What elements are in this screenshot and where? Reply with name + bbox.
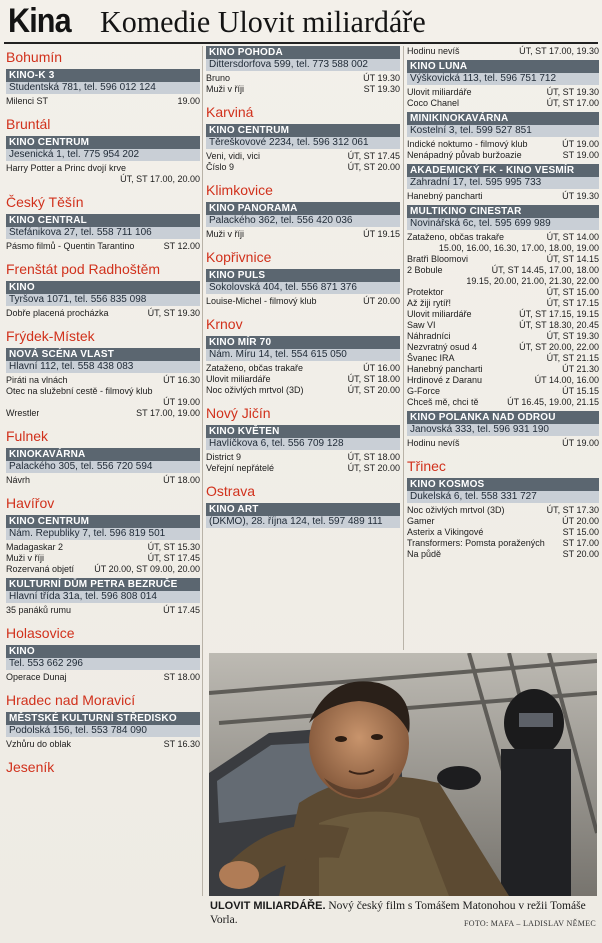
- cinema-block: [407, 205, 599, 408]
- cinema-address: Podolská 156, tel. 553 784 090: [6, 725, 200, 737]
- cinema-address: Tel. 553 662 296: [6, 658, 200, 670]
- cinema-address: (DKMO), 28. října 124, tel. 597 489 111: [206, 516, 400, 528]
- cinema-block: [6, 578, 200, 616]
- film-title: Chceš mě, chci tě: [407, 397, 479, 407]
- film-title: Muži v říji: [206, 84, 244, 94]
- film-listing: [407, 353, 599, 364]
- cinema-block: [407, 60, 599, 109]
- film-listing: [6, 174, 200, 185]
- film-title: Louise-Michel - filmový klub: [206, 296, 317, 306]
- cinema-name: KULTURNÍ DŮM PETRA BEZRUČE: [6, 578, 200, 591]
- film-title: Hanebný pancharti: [407, 191, 483, 201]
- film-title: Veni, vidi, vici: [206, 151, 261, 161]
- cinema-name: KINOKAVÁRNA: [6, 448, 200, 461]
- header-rule: [4, 42, 598, 44]
- film-listing: [407, 375, 599, 386]
- cinema-block: [6, 281, 200, 319]
- showtime: ÚT, ST 17.15: [546, 298, 599, 308]
- showtime: ST 18.00: [163, 672, 200, 682]
- film-title: Indické noktumo - filmový klub: [407, 139, 528, 149]
- cinema-address: Hlavní třída 31a, tel. 596 808 014: [6, 591, 200, 603]
- film-listing: [407, 438, 599, 449]
- showtime: ST 16.30: [163, 739, 200, 749]
- listings-column-1: [6, 46, 200, 779]
- cinema-address: Těreškovové 2234, tel. 596 312 061: [206, 137, 400, 149]
- film-listing: [206, 296, 400, 307]
- listings-column-3: [407, 46, 599, 563]
- showtime: ÚT, ST 20.00: [347, 463, 400, 473]
- film-listing: [206, 452, 400, 463]
- film-title: Noc oživlých mrtvol (3D): [206, 385, 304, 395]
- city-heading: Ostrava: [206, 483, 256, 499]
- film-title: Saw VI: [407, 320, 436, 330]
- showtime: ÚT 15.15: [562, 386, 599, 396]
- cinema-block: [6, 69, 200, 107]
- film-title: Protektor: [407, 287, 444, 297]
- cinema-address: Jesenická 1, tel. 775 954 202: [6, 149, 200, 161]
- showtime: ST 20.00: [562, 549, 599, 559]
- film-listing: [6, 308, 200, 319]
- film-listing: [206, 229, 400, 240]
- cinema-address: Havlíčkova 6, tel. 556 709 128: [206, 438, 400, 450]
- city-heading: Třinec: [407, 458, 446, 474]
- film-title: 35 panáků rumu: [6, 605, 72, 615]
- film-listing: [6, 739, 200, 750]
- cinema-name: AKADEMICKÝ FK - KINO VESMÍR: [407, 164, 599, 177]
- film-listing: [407, 254, 599, 265]
- film-listing: [407, 538, 599, 549]
- film-title: Gamer: [407, 516, 435, 526]
- column-divider: [202, 46, 203, 896]
- cinema-name: KINO CENTRUM: [6, 515, 200, 528]
- showtime: 19.00: [177, 96, 200, 106]
- cinema-address: Nám. Míru 14, tel. 554 615 050: [206, 349, 400, 361]
- cinema-name: KINO KVĚTEN: [206, 425, 400, 438]
- film-listing: [407, 232, 599, 243]
- showtime: ÚT 19.00: [163, 397, 200, 407]
- showtime: ÚT, ST 17.45: [147, 553, 200, 563]
- city-heading: Bohumín: [6, 49, 63, 65]
- showtime: ST 19.30: [363, 84, 400, 94]
- cinema-name: MINIKINOKAVÁRNA: [407, 112, 599, 125]
- city-heading: Kopřivnice: [206, 249, 272, 265]
- film-title: G-Force: [407, 386, 441, 396]
- cinema-address: Janovská 333, tel. 596 931 190: [407, 424, 599, 436]
- showtime: ST 19.00: [562, 150, 599, 160]
- showtime: ÚT 17.45: [163, 605, 200, 615]
- showtime: ST 15.00: [562, 527, 599, 537]
- cinema-block: [407, 164, 599, 202]
- cinema-block: [407, 411, 599, 449]
- cinema-block: [6, 348, 200, 419]
- city-heading: Jeseník: [6, 759, 55, 775]
- film-title: Wrestler: [6, 408, 40, 418]
- film-title: District 9: [206, 452, 242, 462]
- film-listing: [6, 553, 200, 564]
- film-title: Coco Chanel: [407, 98, 460, 108]
- film-title: Otec na služební cestě - filmový klub: [6, 386, 153, 396]
- showtime: ÚT, ST 20.00: [347, 385, 400, 395]
- showtime: ÚT, ST 19.30: [147, 308, 200, 318]
- film-title: Bruno: [206, 73, 231, 83]
- film-title: Harry Potter a Princ dvojí krve: [6, 163, 127, 173]
- cinema-block: [407, 46, 599, 57]
- cinema-address: Dukelská 6, tel. 558 331 727: [407, 491, 599, 503]
- cinema-address: Dittersdorfova 599, tel. 773 588 002: [206, 59, 400, 71]
- film-title: Hanebný pancharti: [407, 364, 483, 374]
- cinema-name: MĚSTSKÉ KULTURNÍ STŘEDISKO: [6, 712, 200, 725]
- cinema-name: MULTIKINO CINESTAR: [407, 205, 599, 218]
- film-listing: [6, 672, 200, 683]
- cinema-block: [6, 712, 200, 750]
- showtime: 15.00, 16.00, 16.30, 17.00, 18.00, 19.00: [438, 243, 599, 253]
- city-heading: Holasovice: [6, 625, 75, 641]
- cinema-name: NOVÁ SCÉNA VLAST: [6, 348, 200, 361]
- film-listing: [6, 542, 200, 553]
- cinema-name: KINO POHODA: [206, 46, 400, 59]
- city-heading: Klimkovice: [206, 182, 273, 198]
- film-title: Švanec IRA: [407, 353, 455, 363]
- film-title: Hodinu nevíš: [407, 46, 460, 56]
- film-title: Nezvratný osud 4: [407, 342, 478, 352]
- showtime: ÚT 18.00: [163, 475, 200, 485]
- film-listing: [407, 287, 599, 298]
- cinema-address: Palackého 305, tel. 556 720 594: [6, 461, 200, 473]
- film-title: Dobře placená procházka: [6, 308, 109, 318]
- showtime: ÚT 19.00: [562, 139, 599, 149]
- cinema-name: KINO PANORAMA: [206, 202, 400, 215]
- showtime: ÚT, ST 17.30: [546, 505, 599, 515]
- showtime: ÚT 21.30: [562, 364, 599, 374]
- city-heading: Fulnek: [6, 428, 49, 444]
- film-listing: [206, 151, 400, 162]
- cinema-name: KINO KOSMOS: [407, 478, 599, 491]
- cinema-address: Palackého 362, tel. 556 420 036: [206, 215, 400, 227]
- film-listing: [206, 385, 400, 396]
- showtime: ÚT 16.00: [363, 363, 400, 373]
- film-listing: [407, 342, 599, 353]
- film-listing: [206, 73, 400, 84]
- section-label: Kina: [8, 2, 71, 40]
- showtime: ÚT, ST 18.00: [347, 452, 400, 462]
- film-listing: [407, 191, 599, 202]
- film-title: Transformers: Pomsta poražených: [407, 538, 545, 548]
- cinema-address: Zahradní 17, tel. 595 995 733: [407, 177, 599, 189]
- film-listing: [407, 309, 599, 320]
- film-listing: [206, 162, 400, 173]
- showtime: ST 17.00, 19.00: [136, 408, 200, 418]
- film-listing: [6, 163, 200, 174]
- cinema-name: KINO-K 3: [6, 69, 200, 82]
- caption-text: Nový český film s Tomášem Matonohou v režii Tomáše Vorla.: [210, 900, 586, 926]
- film-listing: [407, 364, 599, 375]
- city-heading: Hradec nad Moravicí: [6, 692, 136, 708]
- showtime: ÚT, ST 20.00, 22.00: [519, 342, 599, 352]
- cinema-block: [6, 448, 200, 486]
- cinema-block: [206, 503, 400, 528]
- cinema-address: Novinářská 6c, tel. 595 699 989: [407, 218, 599, 230]
- column-divider: [403, 46, 404, 650]
- film-listing: [407, 87, 599, 98]
- cinema-block: [206, 202, 400, 240]
- city-heading: Český Těšín: [6, 194, 84, 210]
- showtime: ÚT, ST 18.30, 20.45: [519, 320, 599, 330]
- film-photo: [209, 653, 597, 896]
- film-title: Zataženo, občas trakaře: [407, 232, 505, 242]
- film-listing: [206, 374, 400, 385]
- city-heading: Nový Jičín: [206, 405, 271, 421]
- cinema-block: [6, 645, 200, 683]
- showtime: ÚT, ST 17.00: [546, 98, 599, 108]
- film-listing: [206, 463, 400, 474]
- cinema-name: KINO: [6, 281, 200, 294]
- showtime: ÚT, ST 18.00: [347, 374, 400, 384]
- cinema-block: [206, 425, 400, 474]
- caption-headline: ULOVIT MILIARDÁŘE.: [210, 900, 326, 912]
- cinema-block: [407, 112, 599, 161]
- photo-illustration: [209, 653, 597, 896]
- film-title: Pásmo filmů - Quentin Tarantino: [6, 241, 135, 251]
- film-title: Milenci ST: [6, 96, 49, 106]
- film-title: Ulovit miliardáře: [407, 87, 472, 97]
- film-listing: [6, 605, 200, 616]
- city-heading: Frýdek-Místek: [6, 328, 95, 344]
- cinema-block: [206, 124, 400, 173]
- film-listing: [6, 241, 200, 252]
- showtime: ÚT, ST 17.45: [347, 151, 400, 161]
- film-listing: [407, 516, 599, 527]
- cinema-address: Sokolovská 404, tel. 556 871 376: [206, 282, 400, 294]
- film-title: Nenápadný půvab buržoazie: [407, 150, 522, 160]
- showtime: ÚT 19.00: [562, 438, 599, 448]
- cinema-block: [206, 336, 400, 396]
- cinema-name: KINO CENTRAL: [6, 214, 200, 227]
- film-listing: [407, 320, 599, 331]
- showtime: ÚT, ST 19.30: [546, 331, 599, 341]
- film-listing: [407, 331, 599, 342]
- film-title: Až žiji rytíř!: [407, 298, 451, 308]
- film-title: Ulovit miliardáře: [407, 309, 472, 319]
- cinema-block: [407, 478, 599, 560]
- city-heading: Frenštát pod Radhoštěm: [6, 261, 161, 277]
- film-title: Operace Dunaj: [6, 672, 67, 682]
- film-listing: [407, 139, 599, 150]
- city-heading: Karviná: [206, 104, 254, 120]
- showtime: ÚT 19.30: [562, 191, 599, 201]
- cinema-name: KINO CENTRUM: [206, 124, 400, 137]
- film-title: Hrdinové z Daranu: [407, 375, 483, 385]
- film-title: Rozervaná objetí: [6, 564, 75, 574]
- film-listing: [6, 408, 200, 419]
- film-listing: [6, 564, 200, 575]
- city-heading: Krnov: [206, 316, 243, 332]
- cinema-address: Nám. Republiky 7, tel. 596 819 501: [6, 528, 200, 540]
- cinema-block: [6, 136, 200, 185]
- film-title: Bratři Bloomovi: [407, 254, 469, 264]
- page-header: [8, 0, 598, 44]
- showtime: ÚT 16.30: [163, 375, 200, 385]
- city-heading: Bruntál: [6, 116, 51, 132]
- cinema-address: Štefánikova 27, tel. 558 711 106: [6, 227, 200, 239]
- showtime: ÚT 20.00: [562, 516, 599, 526]
- cinema-block: [206, 46, 400, 95]
- film-title: Veřejní nepřátelé: [206, 463, 275, 473]
- film-listing: [407, 549, 599, 560]
- film-title: Hodinu nevíš: [407, 438, 460, 448]
- film-listing: [206, 84, 400, 95]
- showtime: ÚT, ST 17.00, 20.00: [120, 174, 200, 184]
- showtime: ÚT, ST 17.00, 19.30: [519, 46, 599, 56]
- showtime: ÚT 19.30: [363, 73, 400, 83]
- cinema-block: [6, 214, 200, 252]
- cinema-block: [206, 269, 400, 307]
- film-title: Ulovit miliardáře: [206, 374, 271, 384]
- showtime: ÚT, ST 20.00: [347, 162, 400, 172]
- showtime: ÚT, ST 19.30: [546, 87, 599, 97]
- film-title: Náhradníci: [407, 331, 451, 341]
- film-listing: [407, 46, 599, 57]
- cinema-name: KINO PULS: [206, 269, 400, 282]
- film-listing: [6, 96, 200, 107]
- listings-column-2: [206, 46, 400, 531]
- film-listing: [407, 298, 599, 309]
- cinema-name: KINO POLANKA NAD ODROU: [407, 411, 599, 424]
- film-title: Vzhůru do oblak: [6, 739, 72, 749]
- showtime: ST 12.00: [163, 241, 200, 251]
- film-title: Madagaskar 2: [6, 542, 64, 552]
- showtime: ÚT, ST 21.15: [546, 353, 599, 363]
- showtime: 19.15, 20.00, 21.00, 21.30, 22.00: [466, 276, 599, 286]
- cinema-address: Hlavní 112, tel. 558 438 083: [6, 361, 200, 373]
- page-headline: Komedie Ulovit miliardáře: [100, 4, 426, 39]
- film-listing: [6, 386, 200, 397]
- showtime: ÚT, ST 14.15: [546, 254, 599, 264]
- film-title: Noc oživlých mrtvol (3D): [407, 505, 505, 515]
- cinema-name: KINO: [6, 645, 200, 658]
- film-title: Návrh: [6, 475, 31, 485]
- showtime: ÚT 14.00, 16.00: [534, 375, 599, 385]
- city-heading: Havířov: [6, 495, 55, 511]
- showtime: ÚT 20.00, ST 09.00, 20.00: [94, 564, 200, 574]
- cinema-name: KINO ART: [206, 503, 400, 516]
- film-listing: [407, 386, 599, 397]
- film-listing: [407, 98, 599, 109]
- showtime: ÚT, ST 17.15, 19.15: [519, 309, 599, 319]
- showtime: ÚT 20.00: [363, 296, 400, 306]
- showtime: ÚT 19.15: [363, 229, 400, 239]
- film-listing: [6, 375, 200, 386]
- cinema-name: KINO MÍR 70: [206, 336, 400, 349]
- film-title: Číslo 9: [206, 162, 235, 172]
- film-title: Zataženo, občas trakaře: [206, 363, 304, 373]
- film-listing: [407, 505, 599, 516]
- film-title: Na půdě: [407, 549, 442, 559]
- film-title: 2 Bobule: [407, 265, 443, 275]
- film-listing: [206, 363, 400, 374]
- cinema-address: Výškovická 113, tel. 596 751 712: [407, 73, 599, 85]
- showtime: ÚT, ST 14.45, 17.00, 18.00: [491, 265, 599, 275]
- film-listing: [6, 397, 200, 408]
- cinema-address: Studentská 781, tel. 596 012 124: [6, 82, 200, 94]
- cinema-name: KINO LUNA: [407, 60, 599, 73]
- cinema-name: KINO CENTRUM: [6, 136, 200, 149]
- cinema-block: [6, 515, 200, 575]
- showtime: ST 17.00: [562, 538, 599, 548]
- film-listing: [6, 475, 200, 486]
- film-listing: [407, 265, 599, 276]
- showtime: ÚT, ST 14.00: [546, 232, 599, 242]
- film-listing: [407, 527, 599, 538]
- film-listing: [407, 150, 599, 161]
- film-title: Muži v říji: [206, 229, 244, 239]
- film-title: Muži v říji: [6, 553, 44, 563]
- showtime: ÚT, ST 15.30: [147, 542, 200, 552]
- film-listing: [407, 397, 599, 408]
- cinema-address: Tyršova 1071, tel. 556 835 098: [6, 294, 200, 306]
- cinema-address: Kostelní 3, tel. 599 527 851: [407, 125, 599, 137]
- film-title: Piráti na vlnách: [6, 375, 68, 385]
- showtime: ÚT, ST 15.00: [546, 287, 599, 297]
- film-listing: [407, 243, 599, 254]
- photo-credit: FOTO: MAFA – LADISLAV NĚMEC: [464, 919, 596, 928]
- showtime: ÚT 16.45, 19.00, 21.15: [507, 397, 599, 407]
- film-title: Asterix a Vikingové: [407, 527, 484, 537]
- film-listing: [407, 276, 599, 287]
